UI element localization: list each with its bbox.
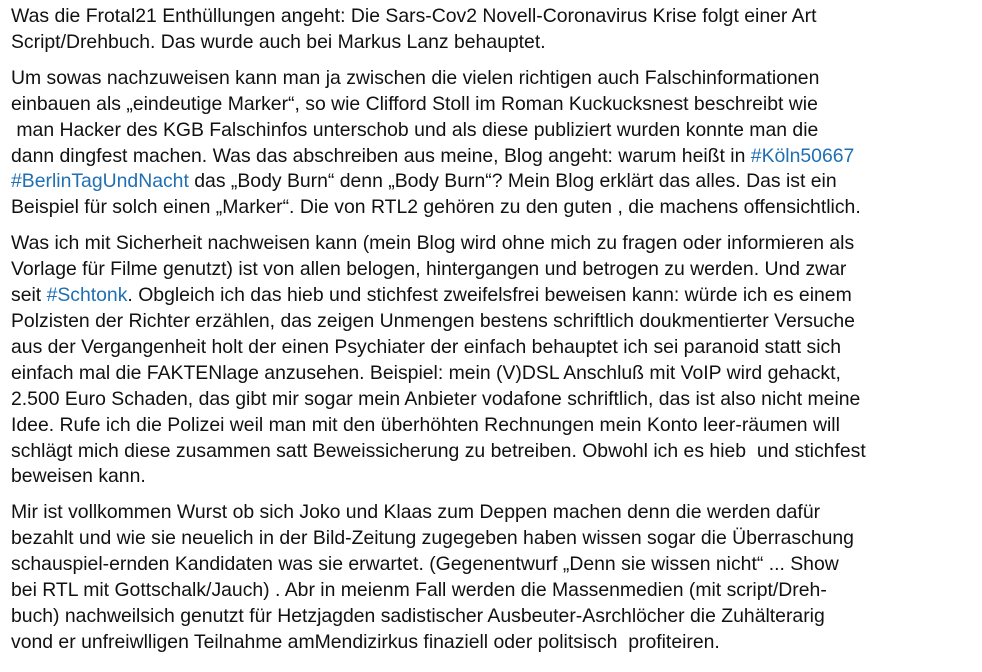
hashtag-schtonk[interactable]: #Schtonk [46, 284, 128, 307]
text-segment: . Obgleich ich das hieb und stichfest zweifelsfrei beweisen kann: würde ich es einem [127, 284, 852, 307]
text-line: beweisen kann. [11, 465, 146, 488]
paragraph-3 [11, 231, 976, 490]
paragraph-1 [11, 4, 976, 56]
text-line: einbauen als „eindeutige Marker“, so wie Clifford Stoll im Roman Kuckucksnest beschreibt wie [11, 92, 818, 115]
text-line: man Hacker des KGB Falschinfos unterschob und als diese publiziert wurden konnte man die [11, 118, 819, 141]
text-line: Beispiel für solch einen „Marker“. Die von RTL2 gehören zu den guten , die machens offensichtlich. [11, 196, 861, 219]
text-line: vond er unfreiwlligen Teilnahme amMendizirkus finaziell oder politsisch profiteiren. [11, 630, 720, 653]
text-line: 2.500 Euro Schaden, das gibt mir sogar mein Anbieter vodafone schriftlich, das ist also nicht meine [11, 387, 861, 410]
text-line: aus der Vergangenheit holt der einen Psychiater der einfach behauptet ich sei paranoid statt sich [11, 335, 842, 358]
text-line: schauspiel-ernden Kandidaten was sie erwartet. (Gegenentwurf „Denn sie wissen nicht“ ... Show [11, 553, 839, 576]
text-line: Idee. Rufe ich die Polizei weil man mit den überhöhten Rechnungen mein Konto leer-räumen will [11, 413, 840, 436]
text-line [11, 283, 976, 309]
paragraph-4 [11, 500, 976, 655]
text-segment: dann dingfest machen. Was das abschreiben aus meine, Blog angeht: warum heißt in [11, 144, 751, 167]
hashtag-berlintagundnacht[interactable]: #BerlinTagUndNacht [11, 170, 189, 193]
text-line [11, 144, 976, 170]
text-line: Vorlage für Filme genutzt) ist von allen belogen, hintergangen und betrogen zu werden. Und zwar [11, 258, 847, 281]
text-segment: seit [11, 284, 47, 307]
text-segment: das „Body Burn“ denn „Body Burn“? Mein Blog erklärt das alles. Das ist ein [188, 170, 837, 193]
text-line: Was die Frotal21 Enthüllungen angeht: Die Sars-Cov2 Novell-Coronavirus Krise folgt einer Art [11, 5, 817, 27]
hashtag-koeln50667[interactable]: #Köln50667 [750, 144, 855, 167]
text-line: Polzisten der Richter erzählen, das zeigen Unmengen bestens schriftlich doukmentierter Versuche [11, 309, 855, 332]
text-line [11, 169, 976, 195]
text-line: Mir ist vollkommen Wurst ob sich Joko und Klaas zum Deppen machen denn die werden dafür [11, 501, 821, 524]
text-line: bezahlt und wie sie neuelich in der Bild-Zeitung zugegeben haben wissen sogar die Überraschung [11, 527, 854, 550]
text-line: einfach mal die FAKTENlage anzusehen. Beispiel: mein (V)DSL Anschluß mit VoIP wird gehackt, [11, 361, 841, 384]
text-line: Script/Drehbuch. Das wurde auch bei Markus Lanz behauptet. [11, 30, 546, 53]
text-line: Um sowas nachzuweisen kann man ja zwischen die vielen richtigen auch Falschinformationen [11, 66, 820, 89]
text-line: buch) nachweilsich genutzt für Hetzjagden sadistischer Ausbeuter-Asrchlöcher die Zuhälterarig [11, 604, 825, 627]
text-line: bei RTL mit Gottschalk/Jauch) . Abr in meienm Fall werden die Massenmedien (mit script/Dreh- [11, 579, 827, 602]
paragraph-2 [11, 66, 976, 221]
text-line: Was ich mit Sicherheit nachweisen kann (mein Blog wird ohne mich zu fragen oder informieren als [11, 232, 855, 255]
text-line: schlägt mich diese zusammen satt Beweissicherung zu betreiben. Obwohl ich es hieb und stichfest [11, 439, 866, 462]
